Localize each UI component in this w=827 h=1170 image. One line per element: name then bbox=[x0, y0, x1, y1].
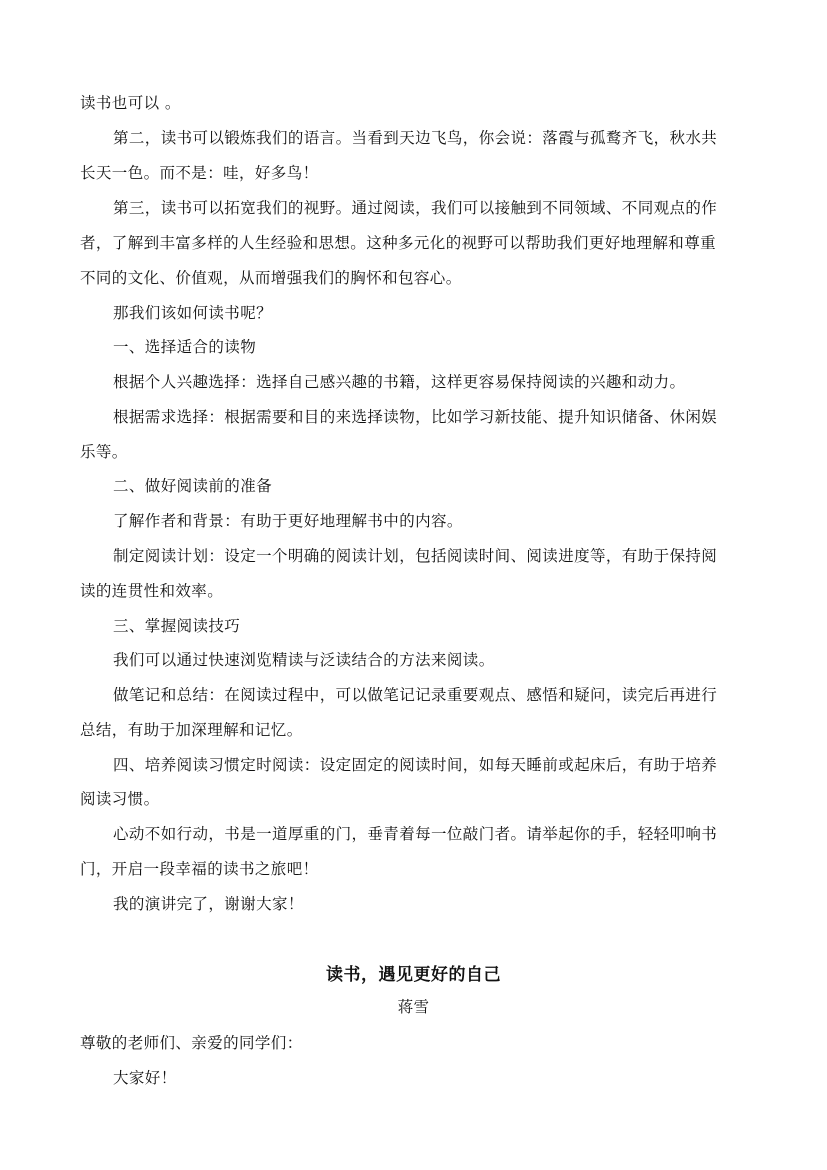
text-line: 不同的文化、价值观，从而增强我们的胸怀和包容心。 bbox=[80, 269, 462, 287]
text-line: 四、培养阅读习惯定时阅读：设定固定的阅读时间，如每天睡前或起床后，有助于培养 bbox=[113, 756, 718, 774]
text-line: 读书也可以 。 bbox=[80, 94, 181, 112]
text-line: 根据个人兴趣选择：选择自己感兴趣的书籍，这样更容易保持阅读的兴趣和动力。 bbox=[113, 373, 686, 391]
text-line: 第三，读书可以拓宽我们的视野。通过阅读，我们可以接触到不同领域、不同观点的作 bbox=[113, 199, 718, 217]
section-heading: 三、掌握阅读技巧 bbox=[113, 617, 241, 635]
speech-title: 读书，遇见更好的自己 bbox=[326, 965, 501, 985]
text-line: 总结，有助于加深理解和记忆。 bbox=[80, 721, 303, 739]
text-line: 我的演讲完了，谢谢大家！ bbox=[113, 895, 304, 913]
text-line: 制定阅读计划：设定一个明确的阅读计划，包括阅读时间、阅读进度等，有助于保持阅 bbox=[113, 547, 718, 565]
text-line: 长天一色。而不是：哇，好多鸟！ bbox=[80, 164, 319, 182]
text-line: 那我们该如何读书呢？ bbox=[113, 304, 273, 322]
greeting: 大家好！ bbox=[113, 1069, 177, 1087]
salutation: 尊敬的老师们、亲爱的同学们： bbox=[80, 1034, 303, 1052]
section-heading: 一、选择适合的读物 bbox=[113, 338, 257, 356]
text-line: 乐等。 bbox=[80, 443, 128, 461]
text-line: 做笔记和总结：在阅读过程中，可以做笔记记录重要观点、感悟和疑问，读完后再进行 bbox=[113, 686, 718, 704]
text-line: 了解作者和背景：有助于更好地理解书中的内容。 bbox=[113, 512, 463, 530]
section-heading: 二、做好阅读前的准备 bbox=[113, 477, 273, 495]
text-line: 心动不如行动，书是一道厚重的门，垂青着每一位敲门者。请举起你的手，轻轻叩响书 bbox=[113, 825, 718, 843]
text-line: 阅读习惯。 bbox=[80, 790, 160, 808]
text-line: 根据需求选择：根据需要和目的来选择读物，比如学习新技能、提升知识储备、休闲娱 bbox=[113, 408, 718, 426]
text-line: 第二，读书可以锻炼我们的语言。当看到天边飞鸟，你会说：落霞与孤鹜齐飞，秋水共 bbox=[113, 129, 718, 147]
text-line: 门，开启一段幸福的读书之旅吧！ bbox=[80, 860, 319, 878]
speech-author: 蒋雪 bbox=[397, 998, 430, 1016]
text-line: 者，了解到丰富多样的人生经验和思想。这种多元化的视野可以帮助我们更好地理解和尊重 bbox=[80, 234, 717, 252]
text-line: 读的连贯性和效率。 bbox=[80, 582, 224, 600]
text-line: 我们可以通过快速浏览精读与泛读结合的方法来阅读。 bbox=[113, 651, 495, 669]
